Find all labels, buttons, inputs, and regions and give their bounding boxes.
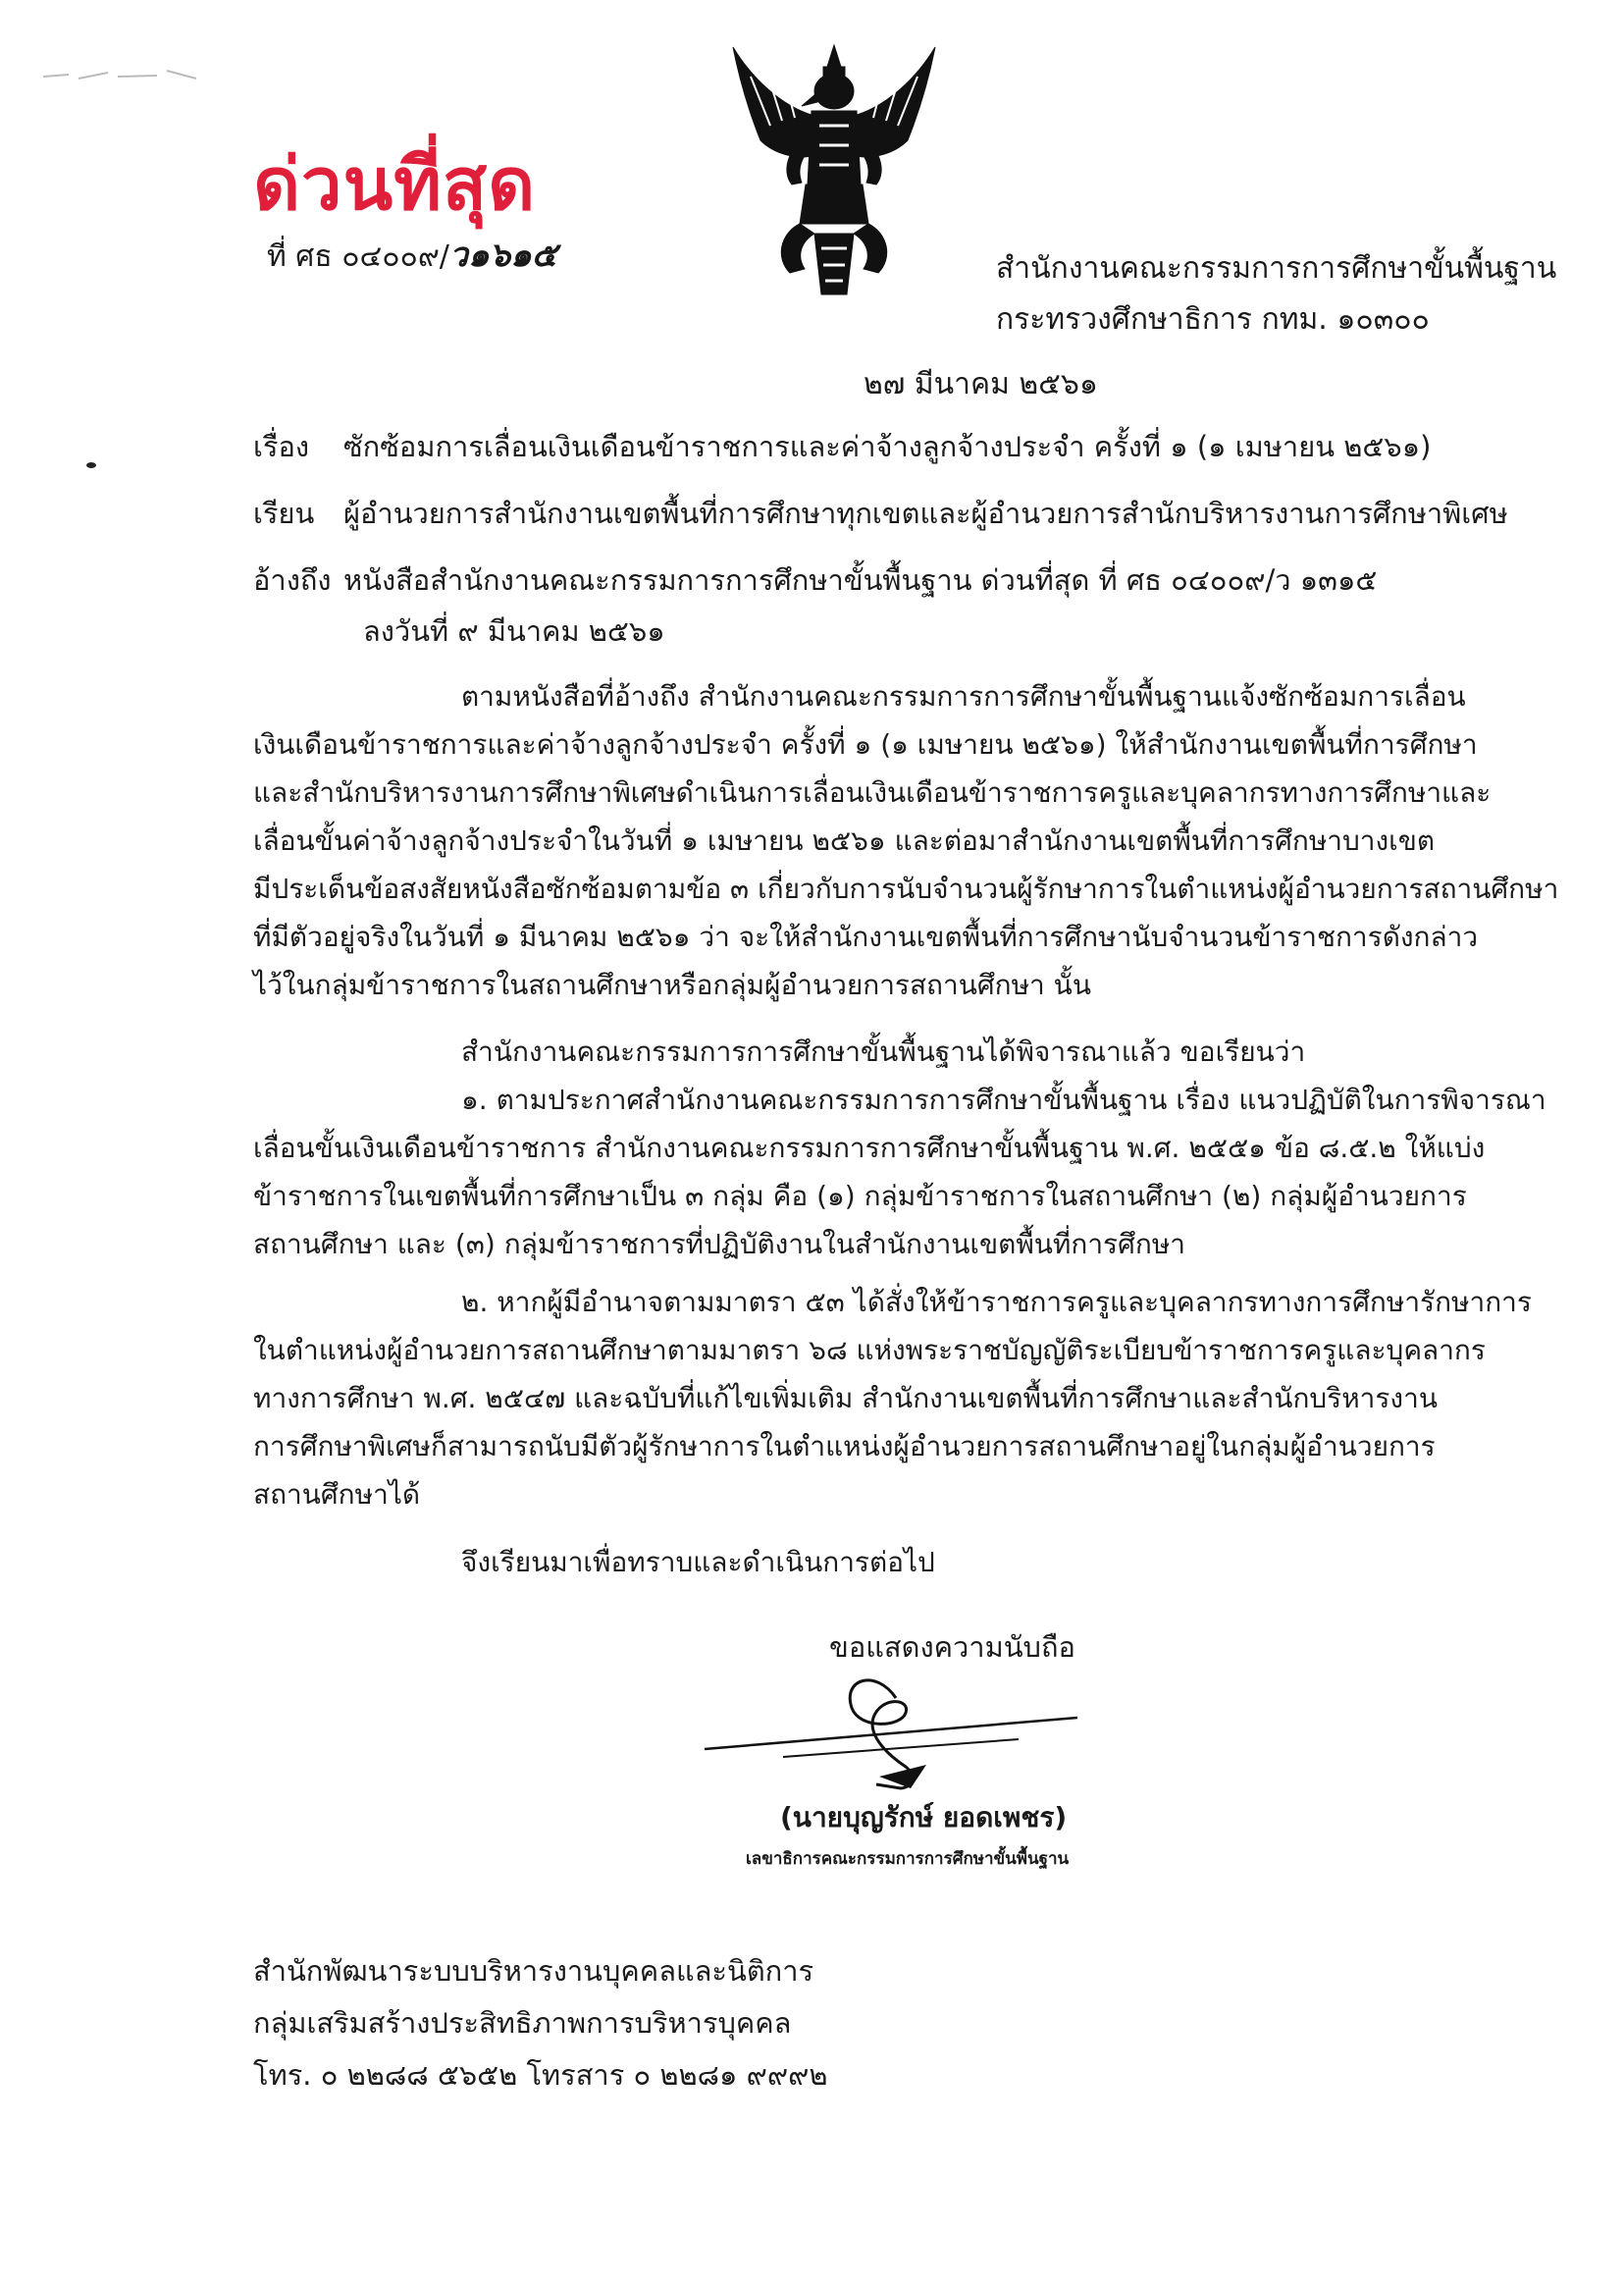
urgency-stamp: ด่วนที่สุด bbox=[253, 142, 537, 227]
para1-line-5: มีประเด็นข้อสงสัยหนังสือซักซ้อมตามข้อ ๓ เกี่ยวกับการนับจำนวนผู้รักษาการในตำแหน่งผู้อำนวยการสถานศึกษา bbox=[253, 873, 1559, 905]
subject-label: เรื่อง bbox=[253, 430, 310, 463]
document-number-handwritten: ว๑๖๑๕ bbox=[448, 236, 557, 275]
para1-line-2: เงินเดือนข้าราชการและค่าจ้างลูกจ้างประจำ ครั้งที่ ๑ (๑ เมษายน ๒๕๖๑) ให้สำนักงานเขตพื้นที่การศึกษา bbox=[253, 728, 1478, 761]
reference-date: ลงวันที่ ๙ มีนาคม ๒๕๖๑ bbox=[363, 614, 665, 648]
para2: สำนักงานคณะกรรมการการศึกษาขั้นพื้นฐานได้พิจารณาแล้ว ขอเรียนว่า bbox=[461, 1036, 1306, 1068]
item2-line-3: ทางการศึกษา พ.ศ. ๒๕๔๗ และฉบับที่แก้ไขเพิ่มเติม สำนักงานเขตพื้นที่การศึกษาและสำนักบริหารงาน bbox=[253, 1382, 1438, 1414]
footer-group: กลุ่มเสริมสร้างประสิทธิภาพการบริหารบุคคล bbox=[253, 2006, 792, 2040]
recipient-text: ผู้อำนวยการสำนักงานเขตพื้นที่การศึกษาทุกเขตและผู้อำนวยการสำนักบริหารงานการศึกษาพิเศษ bbox=[343, 497, 1508, 530]
valediction: ขอแสดงความนับถือ bbox=[829, 1630, 1075, 1664]
reference-label: อ้างถึง bbox=[253, 563, 332, 597]
garuda-emblem-icon bbox=[721, 37, 947, 302]
para1-line-3: และสำนักบริหารงานการศึกษาพิเศษดำเนินการเลื่อนเงินเดือนข้าราชการครูและบุคลากรทางการศึกษาและ bbox=[253, 776, 1492, 809]
signer-name: (นายบุญรักษ์ ยอดเพชร) bbox=[780, 1801, 1068, 1833]
para1-line-7: ไว้ในกลุ่มข้าราชการในสถานศึกษาหรือกลุ่มผู้อำนวยการสถานศึกษา นั้น bbox=[253, 969, 1091, 1001]
footer-contact: โทร. ๐ ๒๒๘๘ ๕๖๕๒ โทรสาร ๐ ๒๒๘๑ ๙๙๙๒ bbox=[253, 2058, 828, 2092]
para1-line-1: ตามหนังสือที่อ้างถึง สำนักงานคณะกรรมการการศึกษาขั้นพื้นฐานแจ้งซักซ้อมการเลื่อน bbox=[461, 680, 1466, 713]
scan-mark bbox=[39, 59, 206, 88]
para1-line-6: ที่มีตัวอยู่จริงในวันที่ ๑ มีนาคม ๒๕๖๑ ว่า จะให้สำนักงานเขตพื้นที่การศึกษานับจำนวนข้าราชการดังกล่าว bbox=[253, 921, 1479, 953]
footer-department: สำนักพัฒนาระบบบริหารงานบุคคลและนิติการ bbox=[253, 1954, 814, 1988]
document-number bbox=[267, 228, 557, 281]
scan-dot bbox=[86, 461, 96, 469]
reference-text: หนังสือสำนักงานคณะกรรมการการศึกษาขั้นพื้นฐาน ด่วนที่สุด ที่ ศธ ๐๔๐๐๙/ว ๑๓๑๕ bbox=[343, 563, 1378, 597]
signer-position: เลขาธิการคณะกรรมการการศึกษาขั้นพื้นฐาน bbox=[746, 1849, 1070, 1869]
document-number-prefix: ที่ ศธ ๐๔๐๐๙/ bbox=[267, 239, 449, 274]
recipient-line bbox=[253, 491, 1508, 536]
item2-line-5: สถานศึกษาได้ bbox=[253, 1478, 421, 1511]
item1-line-2: เลื่อนขั้นเงินเดือนข้าราชการ สำนักงานคณะกรรมการการศึกษาขั้นพื้นฐาน พ.ศ. ๒๕๕๑ ข้อ ๘.๕.๒ ให้แบ่ง bbox=[253, 1132, 1486, 1164]
recipient-label: เรียน bbox=[253, 497, 315, 530]
item2-line-1: ๒. หากผู้มีอำนาจตามมาตรา ๕๓ ได้สั่งให้ข้าราชการครูและบุคลากรทางการศึกษารักษาการ bbox=[461, 1286, 1532, 1318]
signature-mark bbox=[705, 1659, 1097, 1796]
closing-sentence: จึงเรียนมาเพื่อทราบและดำเนินการต่อไป bbox=[461, 1546, 935, 1578]
para1-line-4: เลื่อนขั้นค่าจ้างลูกจ้างประจำในวันที่ ๑ เมษายน ๒๕๖๑ และต่อมาสำนักงานเขตพื้นที่การศึกษาบางเขต bbox=[253, 824, 1436, 857]
item2-line-2: ในตำแหน่งผู้อำนวยการสถานศึกษาตามมาตรา ๖๘ แห่งพระราชบัญญัติระเบียบข้าราชการครูและบุคลากร bbox=[253, 1334, 1486, 1366]
item1-line-4: สถานศึกษา และ (๓) กลุ่มข้าราชการที่ปฏิบัติงานในสำนักงานเขตพื้นที่การศึกษา bbox=[253, 1228, 1186, 1260]
item2-line-4: การศึกษาพิเศษก็สามารถนับมีตัวผู้รักษาการในตำแหน่งผู้อำนวยการสถานศึกษาอยู่ในกลุ่มผู้อำนวยการ bbox=[253, 1430, 1436, 1462]
letter-date: ๒๗ มีนาคม ๒๕๖๑ bbox=[864, 367, 1098, 401]
reference-line bbox=[253, 558, 1377, 603]
item1-line-3: ข้าราชการในเขตพื้นที่การศึกษาเป็น ๓ กลุ่ม คือ (๑) กลุ่มข้าราชการในสถานศึกษา (๒) กลุ่มผู้อำนวยการ bbox=[253, 1180, 1467, 1212]
item1-line-1: ๑. ตามประกาศสำนักงานคณะกรรมการการศึกษาขั้นพื้นฐาน เรื่อง แนวปฏิบัติในการพิจารณา bbox=[461, 1084, 1546, 1116]
organization-address: กระทรวงศึกษาธิการ กทม. ๑๐๓๐๐ bbox=[996, 302, 1430, 337]
subject-text: ซักซ้อมการเลื่อนเงินเดือนข้าราชการและค่าจ้างลูกจ้างประจำ ครั้งที่ ๑ (๑ เมษายน ๒๕๖๑) bbox=[343, 430, 1432, 463]
organization-name: สำนักงานคณะกรรมการการศึกษาขั้นพื้นฐาน bbox=[996, 251, 1557, 286]
subject-line bbox=[253, 424, 1431, 469]
